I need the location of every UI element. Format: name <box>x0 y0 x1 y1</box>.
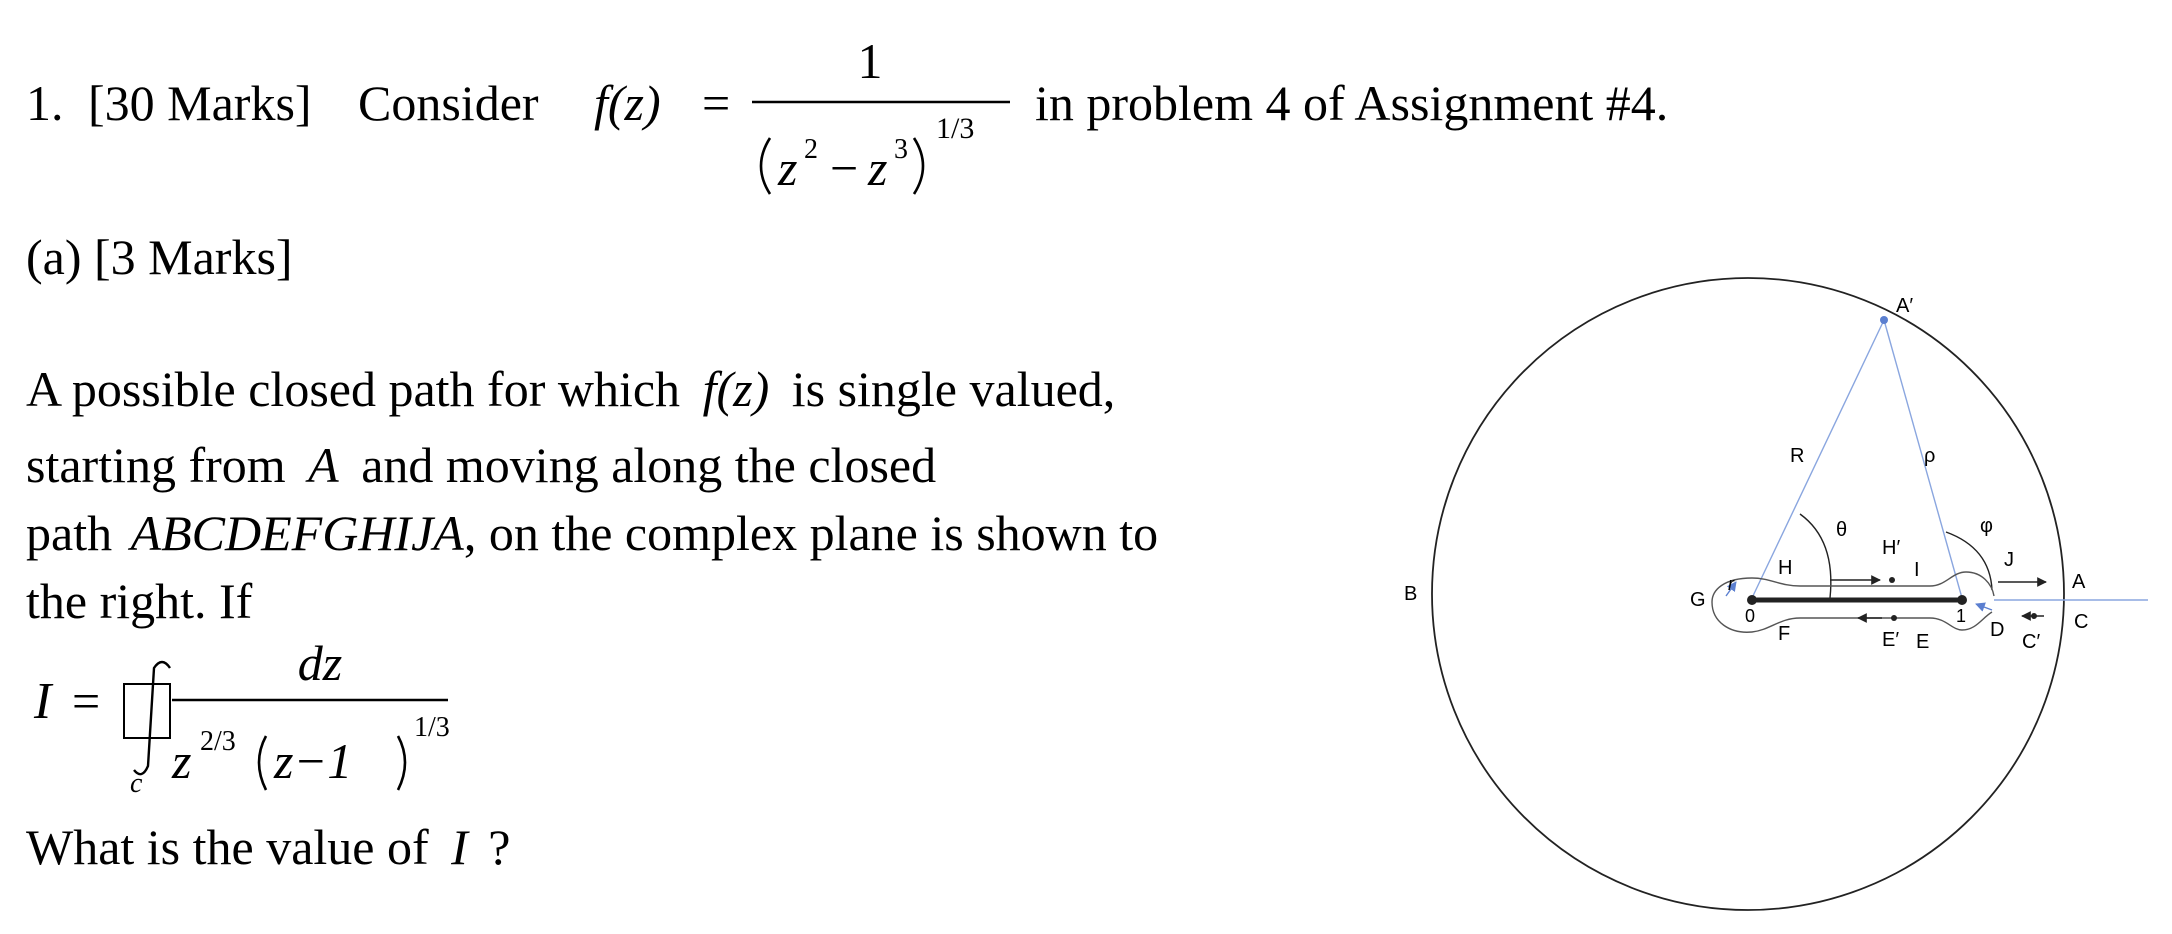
final-question-text: What is the value of <box>26 819 429 875</box>
description-text: , on the complex plane is shown to <box>463 505 1159 561</box>
label-H-prime: H′ <box>1882 537 1901 559</box>
label-one: 1 <box>1956 606 1967 626</box>
question-consider: Consider <box>358 75 539 131</box>
label-A: A <box>2072 571 2086 593</box>
phi-arc <box>1946 532 1992 590</box>
point-E-prime <box>1891 615 1897 621</box>
label-J: J <box>2004 549 2014 571</box>
label-E: E <box>1916 631 1930 653</box>
description-text: and moving along the closed <box>361 437 937 493</box>
question-suffix: in problem 4 of Assignment #4. <box>1035 75 1669 131</box>
integral-den-z: z <box>172 733 192 789</box>
point-one <box>1957 595 1967 605</box>
den-z2: z <box>868 140 888 196</box>
description-line-4: the right. If <box>26 573 253 629</box>
integral-den-power: 1/3 <box>414 712 450 743</box>
integral-left-paren <box>259 736 266 790</box>
radius-R-line <box>1752 320 1884 598</box>
final-question <box>26 819 511 875</box>
label-r: r <box>1728 574 1734 594</box>
part-a-label: (a) [3 Marks] <box>26 229 293 285</box>
label-C-prime: C′ <box>2022 631 2041 653</box>
den-exp3: 3 <box>894 134 908 165</box>
outer-circle <box>1432 278 2064 910</box>
label-F: F <box>1778 623 1791 645</box>
final-question-mark: ? <box>488 819 511 875</box>
integral-lhs: I <box>34 673 52 730</box>
label-B: B <box>1404 583 1418 605</box>
integral-contour: c <box>130 768 143 799</box>
contour-diagram <box>1400 270 2172 934</box>
label-theta: θ <box>1836 519 1848 541</box>
label-D: D <box>1990 619 2005 641</box>
right-paren <box>914 138 923 194</box>
description-line-2 <box>26 437 937 493</box>
integral-sign <box>134 662 170 774</box>
label-I: I <box>1914 559 1920 581</box>
label-rho: ρ <box>1924 445 1936 467</box>
label-C: C <box>2074 611 2089 633</box>
label-G: G <box>1690 589 1706 611</box>
arrow-D <box>1976 604 1992 610</box>
label-phi: φ <box>1980 515 1993 537</box>
den-exp2: 2 <box>804 134 818 165</box>
description-text: path <box>26 505 113 561</box>
integral-numerator: dz <box>297 640 343 691</box>
point-H-prime <box>1889 577 1895 583</box>
function-equals: = <box>702 75 731 131</box>
question-number: 1. <box>26 75 64 131</box>
function-numerator: 1 <box>857 33 883 89</box>
integral-formula <box>20 640 460 810</box>
integral-equals: = <box>72 673 101 729</box>
label-H: H <box>1778 557 1793 579</box>
label-R: R <box>1790 445 1805 467</box>
description-text: A possible closed path for which <box>26 361 681 417</box>
description-f-of-z: f(z) <box>702 361 770 417</box>
den-power: 1/3 <box>936 112 975 145</box>
integral-den-factor: z−1 <box>274 733 353 789</box>
contour-box <box>124 684 170 738</box>
description-path: ABCDEFGHIJA <box>130 505 464 561</box>
description-text: starting from <box>26 437 286 493</box>
function-formula <box>590 30 1030 220</box>
description-line-3 <box>26 505 1159 561</box>
question-marks: [30 Marks] <box>88 75 312 131</box>
left-paren <box>761 138 770 194</box>
label-zero: 0 <box>1745 606 1756 626</box>
label-E-prime: E′ <box>1882 629 1900 651</box>
label-A-prime: A′ <box>1896 295 1914 317</box>
point-A-prime <box>1880 316 1888 324</box>
final-question-var: I <box>451 819 468 875</box>
point-C-prime <box>2031 613 2037 619</box>
description-text: is single valued, <box>791 361 1116 417</box>
description-point-A: A <box>308 437 339 493</box>
den-z1: z <box>778 140 798 196</box>
integral-right-paren <box>398 736 405 790</box>
integral-den-exp: 2/3 <box>200 726 236 757</box>
den-minus: − <box>830 140 859 196</box>
function-label: f(z) <box>594 75 661 131</box>
point-zero <box>1747 595 1757 605</box>
description-line-1 <box>26 361 1116 417</box>
